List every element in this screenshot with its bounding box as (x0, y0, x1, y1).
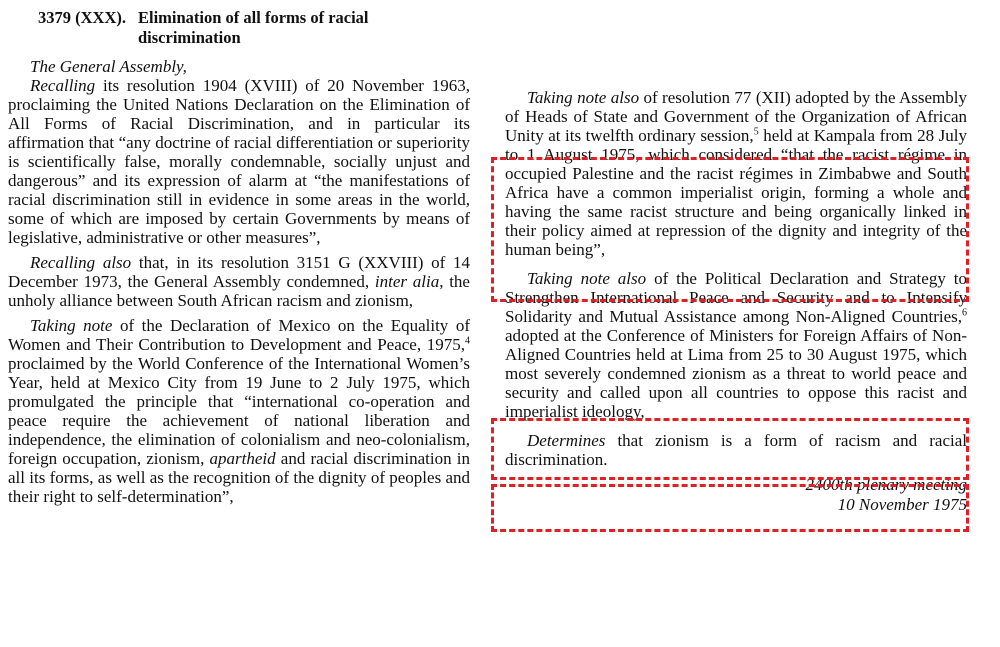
paragraph-taking-note-also-nonaligned: Taking note also of the Political Declaration and Strategy to Strengthen International Peace and Security and to Intensify Solidarity and Mutual Assistance among Non-Aligned Countries,$^6$ adopted at the Conference of Ministers for Foreign Affairs of Non-Aligned Countries held at Lima from 25 to 30 August 1975, which most severely condemned zionism as a threat to world peace and security and called upon all countries to oppose this racist and imperialist ideology, (505, 269, 967, 421)
paragraph-lead: Determines (527, 431, 606, 450)
paragraph-lead: Taking note (30, 316, 113, 335)
footnote-ref: 6 (962, 307, 967, 319)
left-column (8, 57, 470, 506)
paragraph-recalling-also: Recalling also that, in its resolution 3151 G (XXVIII) of 14 December 1973, the General Assembly condemned, inter alia, the unholy alliance between South African racism and zionism, (8, 253, 471, 310)
paragraph-lead: Taking note also (527, 269, 647, 288)
resolution-title: Elimination of all forms of racial discrimination (138, 8, 369, 47)
resolution-number: 3379 (XXX). (38, 8, 126, 27)
right-column (505, 88, 967, 515)
paragraph-taking-note-also-oau: Taking note also of resolution 77 (XII) adopted by the Assembly of Heads of State and Government of the Organization of African Unity at its twelfth ordinary session,$^5$ held at Kampala from 28 July to 1 August 1975, which considered “that the racist régime in occupied Palestine and the racist régimes in Zimbabwe and South Africa have a common imperialist origin, forming a whole and having the same racist structure and being organically linked in their policy aimed at repression of the dignity and integrity of the human being”, (505, 88, 967, 259)
resolution-heading (38, 8, 468, 48)
paragraph-lead: Recalling (30, 76, 96, 95)
intro-line: The General Assembly, (30, 57, 187, 76)
paragraph-taking-note: Taking note of the Declaration of Mexico on the Equality of Women and Their Contribution to Development and Peace, 1975,$^4$ proclaimed by the World Conference of the International Women’s Year, held at Mexico City from 19 June to 2 July 1975, which promulgated the principle that “international co-operation and peace require the achievement of national liberation and independence, the elimination of colonialism and neo-colonialism, foreign occupation, zionism, apartheid and racial discrimination in all its forms, as well as the recognition of the dignity of peoples and their right to self-determination”, (8, 316, 470, 506)
paragraph-recalling: Recalling its resolution 1904 (XVIII) of 20 November 1963, proclaiming the United Nations Declaration on the Elimination of All Forms of Racial Discrimination, and in particular its affirmation that “any doctrine of racial differentiation or superiority is scientifically false, morally condemnable, socially unjust and dangerous” and its expression of alarm at “the manifestations of racial discrimination still in evidence in some areas in the world, some of which are imposed by certain Governments by means of legislative, administrative or other measures”, (8, 76, 470, 247)
paragraph-determines: Determines that zionism is a form of racism and racial discrimination. (505, 431, 967, 469)
paragraph-lead: Taking note also (527, 88, 640, 107)
paragraph-lead: Recalling also (30, 253, 132, 272)
footnote-ref: 4 (465, 335, 470, 347)
plenary-meeting-signature: 2400th plenary meeting 10 November 1975 (805, 475, 967, 514)
footnote-ref: 5 (753, 126, 759, 138)
